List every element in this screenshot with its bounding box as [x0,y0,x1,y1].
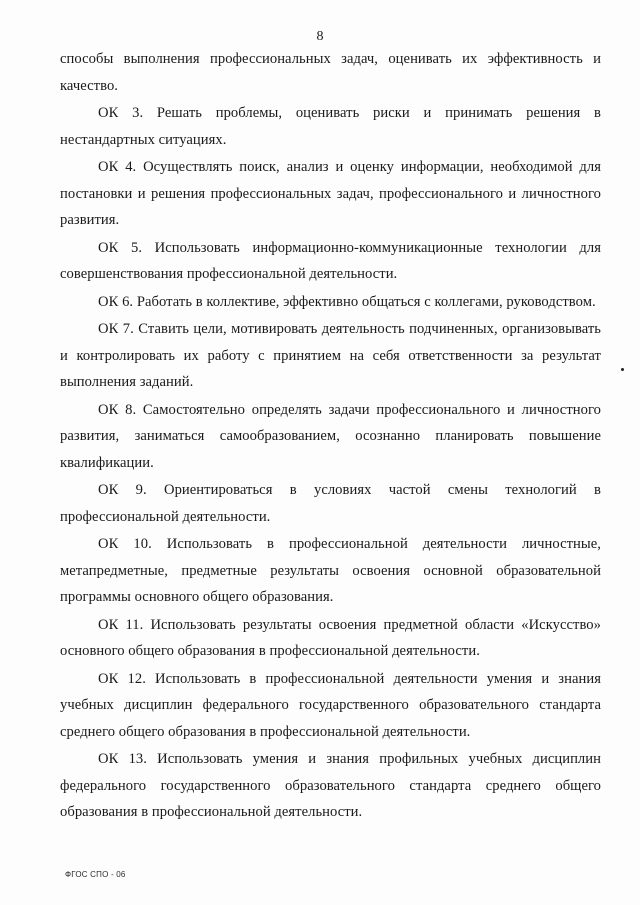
paragraph-ok-13: ОК 13. Использовать умения и знания профильных учебных дисциплин федерального государственного образовательного стандарта среднего общего образования в профессиональной деятельности. [60,751,601,820]
paragraph-continuation: способы выполнения профессиональных задач, оценивать их эффективность и качество. [60,51,601,94]
paragraph-ok-9: ОК 9. Ориентироваться в условиях частой смены технологий в профессиональной деятельности. [60,482,601,525]
page-body [60,46,601,826]
paragraph-ok-10: ОК 10. Использовать в профессиональной деятельности личностные, метапредметные, предметные результаты освоения основной образовательной программы основного общего образования. [60,536,601,605]
page-number: 8 [316,29,324,44]
paragraph-ok-12: ОК 12. Использовать в профессиональной деятельности умения и знания учебных дисциплин федерального государственного образовательного стандарта среднего общего образования в профессиональной деятельности. [60,670,601,740]
paragraph-ok-11: ОК 11. Использовать результаты освоения предметной области «Искусство» основного общего образования в профессиональной деятельности. [60,616,601,659]
scan-dot-mark [621,368,624,371]
paragraph-ok-8: ОК 8. Самостоятельно определять задачи профессионального и личностного развития, заниматься самообразованием, осознанно планировать повышение квалификации. [60,401,601,471]
paragraph-ok-6: ОК 6. Работать в коллективе, эффективно общаться с коллегами, руководством. [98,293,596,310]
paragraph-ok-7: ОК 7. Ставить цели, мотивировать деятельность подчиненных, организовывать и контролировать их работу с принятием на себя ответственности за результат выполнения заданий. [60,321,601,390]
paragraph-ok-5: ОК 5. Использовать информационно-коммуникационные технологии для совершенствования профессиональной деятельности. [60,239,601,282]
paragraph-ok-4: ОК 4. Осуществлять поиск, анализ и оценку информации, необходимой для постановки и решения профессиональных задач, профессионального и личностного развития. [60,159,601,228]
paragraph-ok-3: ОК 3. Решать проблемы, оценивать риски и принимать решения в нестандартных ситуациях. [60,105,601,148]
footer-code: ФГОС СПО - 06 [65,870,126,879]
